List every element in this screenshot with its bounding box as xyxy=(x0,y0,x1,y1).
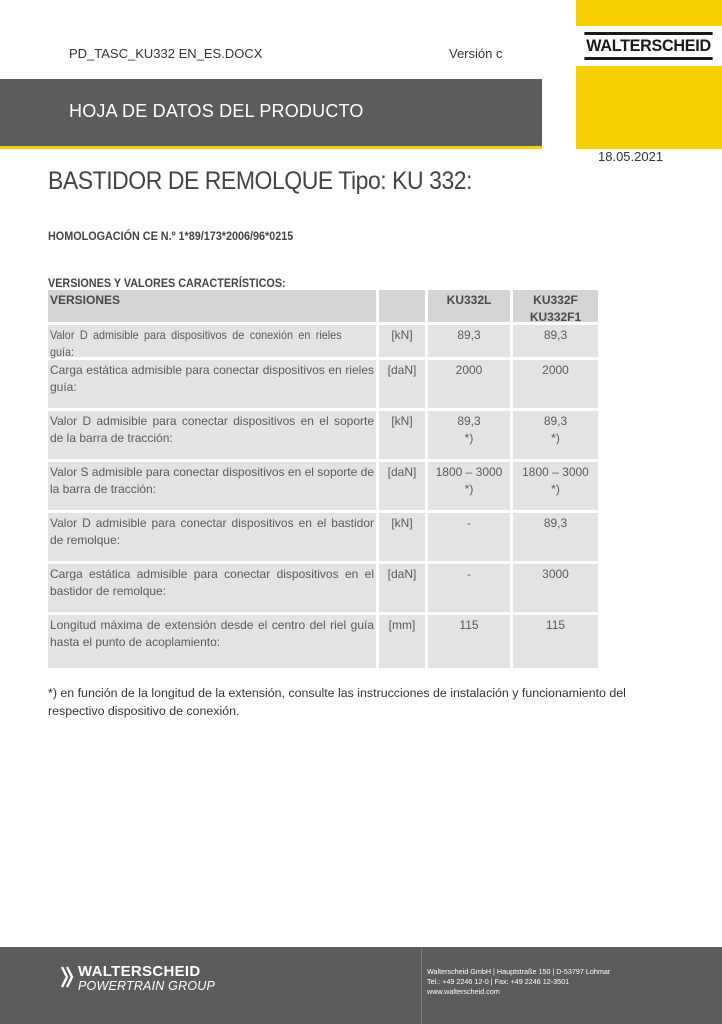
note: *) xyxy=(464,482,474,496)
row-value-ku332l xyxy=(428,564,510,612)
row-value-ku332l xyxy=(428,462,510,510)
row-unit: [kN] xyxy=(379,411,425,459)
row-value-ku332f xyxy=(513,325,598,357)
header-versions: VERSIONES xyxy=(48,290,376,322)
row-value-ku332f xyxy=(513,564,598,612)
row-value-ku332l xyxy=(428,325,510,357)
value: 3000 xyxy=(542,567,569,581)
value: - xyxy=(467,516,471,530)
row-unit: [kN] xyxy=(379,513,425,561)
row-unit: [daN] xyxy=(379,564,425,612)
value: 2000 xyxy=(542,363,569,377)
row-unit: [daN] xyxy=(379,462,425,510)
row-label: Longitud máxima de extensión desde el centro del riel guía hasta el punto de acoplamiento: xyxy=(48,615,376,668)
table-row xyxy=(48,462,598,510)
row-value-ku332f xyxy=(513,513,598,561)
header-col-ku332l: KU332L xyxy=(428,290,510,322)
walterscheid-logo xyxy=(576,26,722,66)
note: *) xyxy=(464,431,474,445)
value: 89,3 xyxy=(543,328,568,342)
footer-divider xyxy=(421,947,422,1024)
value: 89,3 xyxy=(543,414,568,428)
row-label: Valor S admisible para conectar dispositivos en el soporte de la barra de tracción: xyxy=(48,462,376,510)
row-value-ku332l xyxy=(428,360,510,408)
row-value-ku332l xyxy=(428,411,510,459)
logo-text: WALTERSCHEID xyxy=(585,32,713,60)
value: 115 xyxy=(459,618,479,632)
table-row xyxy=(48,411,598,459)
title-band-underline xyxy=(0,146,542,149)
table-header-row xyxy=(48,290,598,322)
website-link[interactable]: www.walterscheid.com xyxy=(427,987,500,996)
document-file-name: PD_TASC_KU332 EN_ES.DOCX xyxy=(69,46,263,61)
row-label: Valor D admisible para conectar dispositivos en el bastidor de remolque: xyxy=(48,513,376,561)
walterscheid-mark-icon xyxy=(60,965,74,989)
row-value-ku332f xyxy=(513,411,598,459)
row-unit: [mm] xyxy=(379,615,425,668)
header-col-ku332f xyxy=(513,290,598,322)
row-label: Valor D admisible para conectar dispositivos en el soporte de la barra de tracción: xyxy=(48,411,376,459)
footnote: *) en función de la longitud de la extensión, consulte las instrucciones de instalación y funcionamiento del respectivo dispositivo de conexión. xyxy=(48,686,626,718)
row-value-ku332l xyxy=(428,615,510,668)
header-col2-line1: KU332F xyxy=(533,293,578,307)
row-value-ku332f xyxy=(513,462,598,510)
table-row xyxy=(48,564,598,612)
row-value-ku332f xyxy=(513,615,598,668)
value: - xyxy=(467,567,471,581)
row-label: Valor D admisible para dispositivos de conexión en rieles guía: xyxy=(50,328,342,359)
page-title: BASTIDOR DE REMOLQUE Tipo: KU 332: xyxy=(48,167,473,195)
row-unit: [kN] xyxy=(379,325,425,357)
footer-group: POWERTRAIN GROUP xyxy=(78,979,216,993)
header-unit xyxy=(379,290,425,322)
value: 89,3 xyxy=(457,414,481,428)
value: 2000 xyxy=(455,363,483,377)
phone-line: Tel.: +49 2246 12-0 | Fax: +49 2246 12-3501 xyxy=(427,977,570,986)
value: 89,3 xyxy=(457,328,481,342)
note: *) xyxy=(551,482,560,496)
value: 1800 – 3000 xyxy=(435,465,503,479)
row-value-ku332l xyxy=(428,513,510,561)
homologation-number: HOMOLOGACIÓN CE N.º 1*89/173*2006/96*0215 xyxy=(48,229,294,243)
note: *) xyxy=(551,431,560,445)
value: 1800 – 3000 xyxy=(522,465,589,479)
table-row xyxy=(48,360,598,408)
row-unit: [daN] xyxy=(379,360,425,408)
row-label: Carga estática admisible para conectar dispositivos en rieles guía: xyxy=(48,360,376,408)
footer-address xyxy=(427,967,610,997)
document-version: Versión c xyxy=(449,46,503,61)
footer-brand: WALTERSCHEID xyxy=(78,963,201,980)
row-value-ku332f xyxy=(513,360,598,408)
address-line: Walterscheid GmbH | Hauptstraße 150 | D-53797 Lohmar xyxy=(427,967,611,976)
versions-heading: VERSIONES Y VALORES CARACTERÍSTICOS: xyxy=(48,276,286,290)
table-row xyxy=(48,615,598,668)
document-date: 18.05.2021 xyxy=(598,149,664,164)
header-col2-line2: KU332F1 xyxy=(529,310,582,324)
table-row xyxy=(48,513,598,561)
value: 89,3 xyxy=(543,516,568,530)
value: 115 xyxy=(545,618,566,632)
table-row xyxy=(48,325,598,357)
row-label: Carga estática admisible para conectar dispositivos en el bastidor de remolque: xyxy=(48,564,376,612)
band-title: HOJA DE DATOS DEL PRODUCTO xyxy=(69,101,364,121)
brand-yellow-block xyxy=(576,0,722,149)
